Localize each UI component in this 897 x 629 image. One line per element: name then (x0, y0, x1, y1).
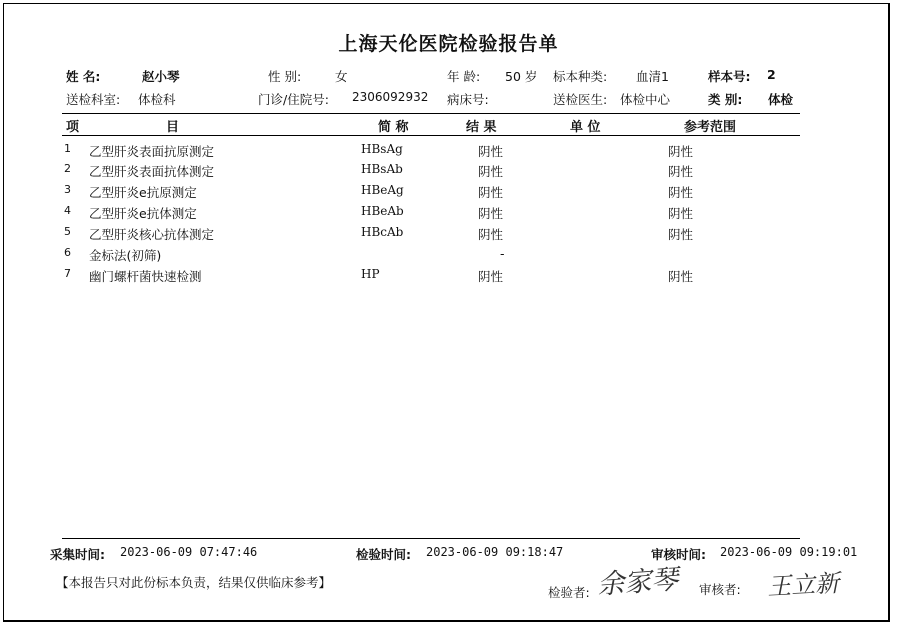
table-row (0, 183, 897, 203)
col-header-abbr: 简 称 (378, 120, 409, 135)
report-title: 上海天伦医院检验报告单 (338, 33, 559, 55)
doctor-value: 体检中心 (620, 92, 671, 107)
row-abbr: HBcAb (361, 225, 404, 239)
bed-label: 病床号: (447, 92, 489, 107)
test-time-value: 2023-06-09 09:18:47 (426, 545, 564, 559)
row-abbr: HBsAg (361, 142, 403, 156)
row-item-name: 金标法(初筛) (89, 248, 162, 263)
row-reference: 阴性 (668, 185, 694, 200)
category-value: 体检 (768, 92, 794, 107)
row-reference: 阴性 (668, 227, 694, 242)
footer-rule (62, 538, 800, 539)
row-reference: 阴性 (668, 164, 694, 179)
row-result: 阴性 (478, 227, 504, 242)
age-value: 50 岁 (505, 69, 538, 84)
doctor-label: 送检医生: (553, 92, 608, 107)
header-top-rule (62, 113, 800, 114)
test-time-label: 检验时间: (356, 547, 411, 562)
table-row (0, 204, 897, 224)
collect-time-value: 2023-06-09 07:47:46 (120, 545, 258, 559)
table-row (0, 246, 897, 266)
name-label: 姓 名: (66, 69, 101, 84)
review-time-label: 审核时间: (651, 547, 706, 562)
row-index: 3 (64, 183, 71, 196)
row-item-name: 乙型肝炎核心抗体测定 (89, 227, 215, 242)
row-abbr: HBsAb (361, 162, 403, 176)
row-result: 阴性 (478, 185, 504, 200)
col-header-index: 项 (66, 120, 80, 135)
row-reference: 阴性 (668, 144, 694, 159)
row-abbr: HP (361, 267, 380, 281)
outpatient-label: 门诊/住院号: (258, 92, 329, 107)
row-result: 阴性 (478, 206, 504, 221)
tester-label: 检验者: (548, 585, 590, 600)
sample-no-value: 2 (767, 67, 776, 82)
row-result: 阴性 (478, 164, 504, 179)
dept-label: 送检科室: (66, 92, 121, 107)
specimen-value: 血清1 (636, 69, 669, 84)
category-label: 类 别: (708, 92, 743, 107)
review-time-value: 2023-06-09 09:19:01 (720, 545, 858, 559)
row-index: 7 (64, 267, 71, 280)
gender-label: 性 别: (268, 69, 302, 84)
row-index: 1 (64, 142, 71, 155)
reviewer-label: 审核者: (699, 582, 741, 597)
row-index: 2 (64, 162, 71, 175)
row-result: 阴性 (478, 144, 504, 159)
table-row (0, 162, 897, 182)
outpatient-value: 2306092932 (352, 90, 429, 104)
row-reference: 阴性 (668, 206, 694, 221)
tester-signature: 余家琴 (596, 564, 680, 601)
row-index: 6 (64, 246, 71, 259)
reviewer-signature: 王立新 (766, 569, 840, 601)
col-header-result: 结 果 (466, 120, 497, 135)
table-row (0, 142, 897, 162)
row-item-name: 乙型肝炎e抗原测定 (89, 185, 197, 200)
row-index: 5 (64, 225, 71, 238)
table-row (0, 225, 897, 245)
table-row (0, 267, 897, 287)
age-label: 年 龄: (447, 69, 481, 84)
name-value: 赵小琴 (142, 69, 180, 84)
dept-value: 体检科 (138, 92, 176, 107)
col-header-item: 目 (166, 120, 180, 135)
sample-no-label: 样本号: (708, 69, 751, 84)
row-item-name: 乙型肝炎表面抗原测定 (89, 144, 215, 159)
disclaimer: 【本报告只对此份标本负责，结果仅供临床参考】 (56, 575, 332, 590)
row-result: - (500, 246, 505, 261)
row-abbr: HBeAb (361, 204, 404, 218)
collect-time-label: 采集时间: (50, 547, 105, 562)
header-bottom-rule (62, 135, 800, 136)
row-item-name: 幽门螺杆菌快速检测 (89, 269, 202, 284)
row-index: 4 (64, 204, 71, 217)
row-item-name: 乙型肝炎表面抗体测定 (89, 164, 215, 179)
col-header-unit: 单 位 (570, 120, 601, 135)
row-reference: 阴性 (668, 269, 694, 284)
specimen-label: 标本种类: (553, 69, 608, 84)
row-abbr: HBeAg (361, 183, 404, 197)
row-result: 阴性 (478, 269, 504, 284)
col-header-reference: 参考范围 (684, 120, 737, 135)
gender-value: 女 (335, 69, 348, 84)
row-item-name: 乙型肝炎e抗体测定 (89, 206, 197, 221)
